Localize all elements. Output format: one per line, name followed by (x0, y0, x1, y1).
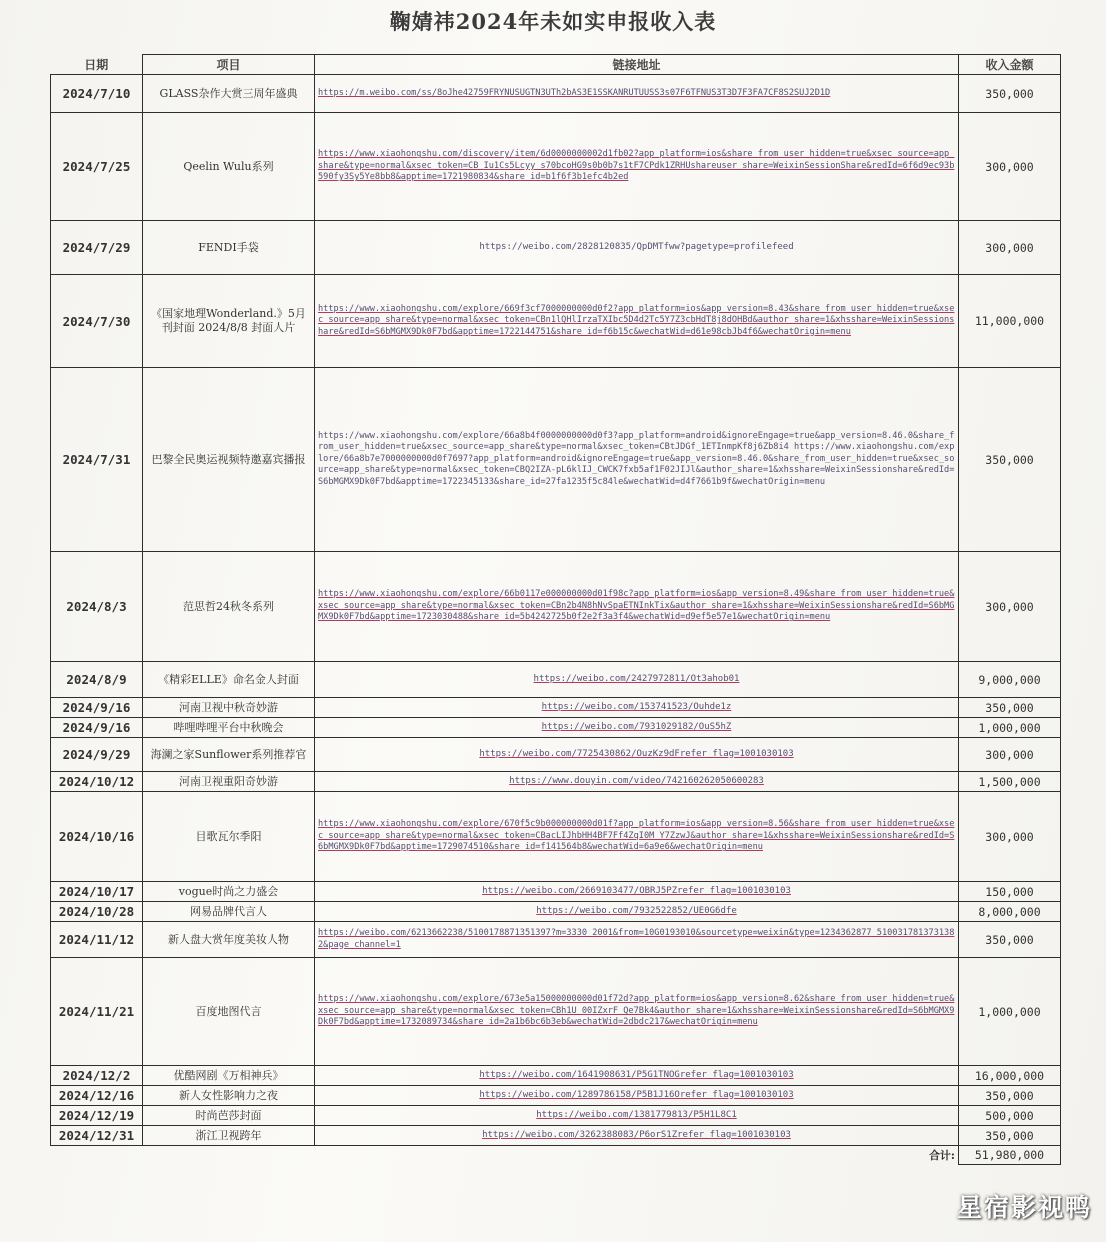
row-project: 目歌瓦尔季阳 (143, 792, 315, 882)
row-link[interactable] (315, 75, 959, 113)
row-amount: 350,000 (959, 75, 1061, 113)
row-project: 新人女性影响力之夜 (143, 1086, 315, 1106)
row-link[interactable] (315, 772, 959, 792)
header-amount: 收入金额 (959, 55, 1061, 75)
row-project: 优酷网剧《万相神兵》 (143, 1066, 315, 1086)
row-project: 范思哲24秋冬系列 (143, 552, 315, 662)
row-link-text[interactable]: https://www.xiaohongshu.com/discovery/item/6d0000000002d1fb02?app_platform=ios&share_from_user_hidden=true&xsec_source=app_share&type=normal&xsec_token=CB_Iu1Cs5Lcyy_s70bcoHG9s0b0b7s1tF7CPdk1ZRHUshareuser_share=WeixinSessionShare&redId=6f6d9ec93b590fy3Sy5Ye8bb8&apptime=1721980834&share_id=b1f6f3b1efc4b2ed (318, 149, 955, 183)
row-amount: 300,000 (959, 552, 1061, 662)
row-project: Qeelin Wulu系列 (143, 113, 315, 221)
row-link[interactable] (315, 882, 959, 902)
row-amount: 8,000,000 (959, 902, 1061, 922)
row-amount: 350,000 (959, 922, 1061, 958)
row-link[interactable] (315, 1106, 959, 1126)
row-amount: 300,000 (959, 792, 1061, 882)
row-link[interactable] (315, 221, 959, 275)
row-link-text[interactable]: https://weibo.com/2427972811/Ot3ahob01 (533, 673, 740, 684)
table-row (51, 792, 1061, 882)
header-date: 日期 (84, 57, 109, 72)
table-row (51, 1086, 1061, 1106)
row-link-text[interactable]: https://m.weibo.com/ss/8oJhe42759FRYNUSUGTN3UTh2bAS3E1SSKANRUTUUSS3s07F6TFNUS3T3D7F3FA7CF8S2SUJ2D1D (318, 87, 831, 98)
row-project: 巴黎全民奥运视频特邀嘉宾播报 (143, 368, 315, 552)
row-amount: 350,000 (959, 368, 1061, 552)
row-date: 2024/9/29 (51, 738, 143, 772)
table-row (51, 75, 1061, 113)
row-date: 2024/11/12 (51, 922, 143, 958)
row-amount: 150,000 (959, 882, 1061, 902)
row-link-text[interactable]: https://weibo.com/1641908631/P5G1TNOGrefer_flag=1001030103 (479, 1069, 794, 1080)
row-link-text[interactable]: https://weibo.com/7931029182/OuS5hZ (541, 721, 732, 732)
row-link-text[interactable]: https://weibo.com/3262388083/P6orS1Zrefer_flag=1001030103 (482, 1129, 791, 1140)
row-link[interactable] (315, 718, 959, 738)
row-link[interactable] (315, 738, 959, 772)
row-project: 《精彩ELLE》命名金人封面 (143, 662, 315, 698)
row-link-text[interactable]: https://www.xiaohongshu.com/explore/670f5c9b000000000d01f?app_platform=ios&app_version=8.56&share_from_user_hidden=true&xsec_source=app_share&type=normal&xsec_token=CBacLIJhbHH4BF7Ff4ZqI0M_Y7ZzwJ&author_share=1&xhsshare=WeixinSessionshare&redId=S6bMGMX9Dk0F7bd&apptime=1729074510&share_id=f141564b8&wechatWid=6a9e6&wechatOrigin=menu (318, 819, 955, 853)
row-link-text[interactable]: https://www.xiaohongshu.com/explore/66a8b4f0000000000d0f3?app_platform=android&ignoreEngage=true&app_version=8.46.0&share_from_user_hidden=true&xsec_source=app_share&type=normal&xsec_token=CBtJDGf_1ETInmpKf8j6Zb8i4 https://www.xiaohongshu.com/explore/66a8b7e7000000000d0f7697?app_platform=android&ignoreEngage=true&app_version=8.46.0&share_from_user_hidden=true&xsec_source=app_share&type=normal&xsec_token=CBQ2IZA-pL6klIJ_CWCK7fxb5af1F02JIJl&author_share=1&xhsshare=WeixinSessionshare&redId=S6bMGMX9Dk0F7bd&apptime=1722345133&share_id=27fa1235f5c84le&wechatWid=d4f7661b9f&wechatOrigin=menu (318, 430, 955, 487)
row-date: 2024/12/19 (51, 1106, 143, 1126)
row-date: 2024/7/25 (51, 113, 143, 221)
row-project: 河南卫视中秋奇妙游 (143, 698, 315, 718)
row-project: vogue时尚之力盛会 (143, 882, 315, 902)
row-link-text[interactable]: https://www.douyin.com/video/742160262050600283 (509, 775, 764, 786)
table-row (51, 275, 1061, 368)
row-date: 2024/10/16 (51, 792, 143, 882)
row-link-text[interactable]: https://www.xiaohongshu.com/explore/669f3cf7000000000d0f2?app_platform=ios&app_version=8.43&share_from_user_hidden=true&xsec_source=app_share&type=normal&xsec_token=CBn1lQHlIrzaTXIbc5D4d2Tc5Y7Z3cbHdT8j8dOHBd&author_share=1&xhsshare=WeixinSessionshare&redId=S6bMGMX9Dk0F7bd&apptime=1722144751&share_id=f6b15c&wechatWid=d61e98cbJb4f6&wechatOrigin=menu (318, 303, 955, 337)
document-title: 鞠婧祎2024年未如实申报收入表 (389, 9, 717, 34)
table-row (51, 1066, 1061, 1086)
row-project: 时尚芭莎封面 (143, 1106, 315, 1126)
table-row (51, 922, 1061, 958)
row-amount: 1,000,000 (959, 958, 1061, 1066)
row-link-text[interactable]: https://weibo.com/7725430862/OuzKz9dFrefer_flag=1001030103 (479, 748, 794, 759)
table-row (51, 221, 1061, 275)
row-date: 2024/9/16 (51, 718, 143, 738)
row-link-text[interactable]: https://weibo.com/1381779813/P5H1L8C1 (536, 1109, 737, 1120)
table-header-row (51, 55, 1061, 75)
row-link-text[interactable]: https://weibo.com/1289786158/P5B1J16Orefer_flag=1001030103 (479, 1089, 794, 1100)
table-row (51, 958, 1061, 1066)
row-amount: 1,500,000 (959, 772, 1061, 792)
row-date: 2024/8/9 (51, 662, 143, 698)
row-date: 2024/7/30 (51, 275, 143, 368)
table-row (51, 698, 1061, 718)
row-amount: 300,000 (959, 113, 1061, 221)
total-amount: 51,980,000 (959, 1146, 1061, 1165)
row-link[interactable] (315, 275, 959, 368)
row-date: 2024/11/21 (51, 958, 143, 1066)
row-link[interactable] (315, 368, 959, 552)
row-project: FENDI手袋 (143, 221, 315, 275)
row-amount: 300,000 (959, 221, 1061, 275)
table-row (51, 882, 1061, 902)
row-project: 新人盘大赏年度美妆人物 (143, 922, 315, 958)
table-row (51, 1126, 1061, 1146)
total-spacer (143, 1146, 315, 1165)
row-amount: 500,000 (959, 1106, 1061, 1126)
total-label: 合计: (928, 1149, 955, 1162)
row-date: 2024/12/31 (51, 1126, 143, 1146)
header-link: 链接地址 (315, 55, 959, 75)
row-date: 2024/9/16 (51, 698, 143, 718)
row-link[interactable] (315, 698, 959, 718)
table-row (51, 662, 1061, 698)
row-link[interactable] (315, 552, 959, 662)
table-row (51, 113, 1061, 221)
table-row (51, 902, 1061, 922)
row-link-text[interactable]: https://www.xiaohongshu.com/explore/673e5a15000000000d01f72d?app_platform=ios&app_version=8.62&share_from_user_hidden=true&xsec_source=app_share&type=normal&xsec_token=CBh1U_00IZxrF_Qe7Bk4&author_share=1&xhsshare=WeixinSessionshare&redId=S6bMGMX9Dk0F7bd&apptime=1732089734&share_id=2a1b6bc6b3eb&wechatWid=2dbdc217&wechatOrigin=menu (318, 994, 955, 1028)
row-amount: 350,000 (959, 1086, 1061, 1106)
row-project: 海澜之家Sunflower系列推荐官 (143, 738, 315, 772)
table-row (51, 738, 1061, 772)
row-amount: 350,000 (959, 1126, 1061, 1146)
row-project: 河南卫视重阳奇妙游 (143, 772, 315, 792)
row-link[interactable] (315, 902, 959, 922)
row-link-text[interactable]: https://weibo.com/153741523/Ouhde1z (541, 701, 732, 712)
row-date: 2024/12/16 (51, 1086, 143, 1106)
total-spacer (51, 1146, 143, 1165)
row-link[interactable] (315, 958, 959, 1066)
row-link[interactable] (315, 792, 959, 882)
row-link-text[interactable]: https://www.xiaohongshu.com/explore/66b0117e000000000d01f98c?app_platform=ios&app_version=8.49&share_from_user_hidden=true&xsec_source=app_share&type=normal&xsec_token=CBn2b4N8hNvSpaETNInkTix&author_share=1&xhsshare=WeixinSessionshare&redId=S6bMGMX9Dk0F7bd&apptime=1723030488&share_id=5b4242725b0f2e2f3a3f4&wechatWid=d9ef5e57e1&wechatOrigin=menu (318, 589, 955, 623)
row-amount: 300,000 (959, 738, 1061, 772)
row-link[interactable] (315, 1086, 959, 1106)
row-link[interactable] (315, 662, 959, 698)
row-project: 哔哩哔哩平台中秋晚会 (143, 718, 315, 738)
row-amount: 11,000,000 (959, 275, 1061, 368)
row-link[interactable] (315, 1066, 959, 1086)
row-link-text[interactable]: https://weibo.com/6213662238/5100178871351397?m=3330_2001&from=10G0193010&sourcetype=weixin&type=1234362877_5100317813731382&page_channel=1 (318, 928, 955, 950)
row-project: GLASS杂作大赏三周年盛典 (143, 75, 315, 113)
row-link-text[interactable]: https://weibo.com/2669103477/OBRJ5PZrefer_flag=1001030103 (482, 885, 791, 896)
row-date: 2024/7/10 (51, 75, 143, 113)
table-row (51, 368, 1061, 552)
row-date: 2024/10/12 (51, 772, 143, 792)
table-row (51, 1106, 1061, 1126)
table-row (51, 552, 1061, 662)
table-row (51, 718, 1061, 738)
row-date: 2024/8/3 (51, 552, 143, 662)
total-row (51, 1146, 1061, 1165)
row-amount: 9,000,000 (959, 662, 1061, 698)
row-project: 百度地图代言 (143, 958, 315, 1066)
row-amount: 1,000,000 (959, 718, 1061, 738)
row-date: 2024/7/31 (51, 368, 143, 552)
table-row (51, 772, 1061, 792)
row-date: 2024/12/2 (51, 1066, 143, 1086)
watermark: 星宿影视鸭 (956, 1193, 1092, 1222)
row-amount: 16,000,000 (959, 1066, 1061, 1086)
row-project: 《国家地理Wonderland.》5月刊封面 2024/8/8 封面人片 (143, 275, 315, 368)
row-link-text[interactable]: https://weibo.com/2828120835/QpDMTfww?pagetype=profilefeed (479, 241, 794, 252)
row-date: 2024/10/17 (51, 882, 143, 902)
row-link[interactable] (315, 1126, 959, 1146)
row-link-text[interactable]: https://weibo.com/7932522852/UE0G6dfe (536, 905, 737, 916)
row-link[interactable] (315, 113, 959, 221)
row-amount: 350,000 (959, 698, 1061, 718)
income-table (50, 54, 1061, 1165)
row-date: 2024/10/28 (51, 902, 143, 922)
row-link[interactable] (315, 922, 959, 958)
header-project: 项目 (143, 55, 315, 75)
row-project: 网易品牌代言人 (143, 902, 315, 922)
row-project: 浙江卫视跨年 (143, 1126, 315, 1146)
row-date: 2024/7/29 (51, 221, 143, 275)
